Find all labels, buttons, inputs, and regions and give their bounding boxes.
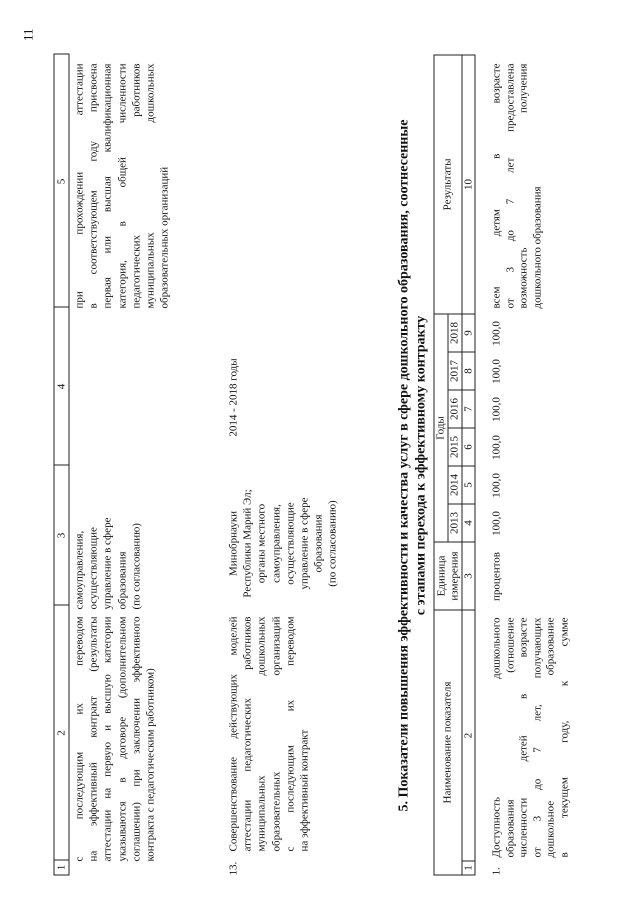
header-year: 2014 [448,466,462,504]
column-number: 9 [462,314,475,352]
header-year: 2015 [448,428,462,466]
section-title-line: 5. Показатели повышения эффективности и качества услуг в сфере дошкольного образования, соотнесенные [396,119,411,812]
rotated-page [20,20,620,885]
header-indicator-name: Наименование показателя [434,610,462,875]
row-1-value-2016: 100,0 [490,396,502,422]
table1-row-13-deadline: 2014 - 2018 годы [227,357,239,437]
column-number: 2 [462,610,475,861]
text-line: образовательных организаций [158,166,171,308]
text-line: численности детей в возрасте [517,617,530,857]
table1-header-cell: 2 [54,604,68,860]
text-line: дошкольного образования [530,185,543,308]
header-unit [434,542,462,610]
header-results: Результаты [434,54,462,313]
text-line: Совершенствование действующих моделей [227,616,239,851]
table1-header-cell: 1 [54,859,68,874]
text-line: на эффективный контракт [298,729,311,851]
row-1-value-2013: 100,0 [490,510,502,536]
column-number: 8 [462,352,475,390]
text-line: образования (отношение [503,617,516,857]
text-line: от 3 до 7 лет, получающих [530,617,543,857]
header-year: 2016 [448,390,462,428]
text-line: в текущем году, к сумме [557,617,570,857]
text-line: управление в сфере [101,517,114,609]
text-line: категория, в общей численности [115,63,128,308]
row-1-value-2014: 100,0 [490,472,502,498]
section-title [395,55,429,875]
text-line: первая или высшая квалификационная [101,63,114,308]
row-1-value-2018: 100,0 [490,320,502,346]
column-number: 6 [462,428,475,466]
table1-row-a-measure [72,616,157,861]
text-line: муниципальных дошкольных [144,63,157,308]
table1-row-13-number: 13. [227,861,239,875]
text-line: Минобрнауки [227,510,239,576]
text-line: осуществляющие [283,501,296,585]
text-line: (по согласованию) [326,499,339,587]
text-line: всем детям в возрасте [490,63,502,308]
text-line: управление в сфере [298,497,311,589]
text-line: образовательных организаций [269,616,282,851]
text-line: от 3 до 7 лет предоставлена [503,63,516,308]
text-line: Доступность дошкольного [490,617,502,857]
column-number: 1 [462,861,475,875]
column-number: 3 [462,542,475,610]
row-1-value-2017: 100,0 [490,358,502,384]
text-line: самоуправления, [269,503,282,583]
text-line: возможность получения [517,63,530,308]
table1-row-a-executors [72,479,143,609]
table1-row-a-result [72,63,171,308]
text-line: указываются в договоре (дополнительном [115,616,128,861]
column-number: 10 [462,55,475,314]
text-line: аттестации на первую и высшую категории [101,616,114,861]
text-line: в соответствующем году присвоена [87,63,100,308]
row-1-result [490,63,544,308]
text-line: образования [115,550,128,609]
text-line: муниципальных дошкольных [255,616,268,851]
text-line: (по согласованию) [129,522,142,609]
header-year: 2018 [448,313,462,351]
text-line: дошкольное образование [544,617,557,857]
header-year: 2017 [448,352,462,390]
text-line: с последующим их переводом [283,616,296,851]
text-line: органы местного [255,503,268,583]
column-number: 4 [462,504,475,542]
row-1-number: 1. [490,866,502,875]
text-line: с последующим их переводом [73,616,85,861]
section-title-line: с этапами перехода к эффективному контракту [413,315,428,615]
table1-header-cell: 3 [54,464,68,605]
text-line: осуществляющие [87,526,100,609]
row-1-unit: процентов [490,551,502,601]
text-line: образования [312,513,325,573]
page-number: 11 [20,28,35,41]
row-1-indicator-name [490,617,572,857]
text-line: аттестации педагогических работников [241,616,254,851]
table1-row-13-executors [226,477,340,609]
header-years: Годы [434,313,448,541]
text-line: соглашении) при заключении эффективного [129,616,142,861]
table1-header-row [53,53,69,875]
text-line: измерения [447,550,460,601]
text-line: Единица [434,555,447,596]
indicators-table [433,54,462,875]
column-number: 7 [462,390,475,428]
table1-header-cell: 5 [55,178,67,184]
table1-row-13-measure [226,616,311,851]
text-line: педагогических работников [129,63,142,308]
column-number: 5 [462,466,475,504]
text-line: самоуправления, [73,530,85,609]
text-line: на эффективный контракт (результаты [87,616,100,861]
header-year: 2013 [448,504,462,542]
text-line: при прохождении аттестации [73,63,85,308]
row-1-value-2015: 100,0 [490,434,502,460]
indicators-number-row [461,54,475,875]
table1-header-cell: 4 [54,306,68,465]
text-line: контракта с педагогическим работником) [144,667,157,861]
text-line: Республики Марий Эл; [241,488,254,598]
